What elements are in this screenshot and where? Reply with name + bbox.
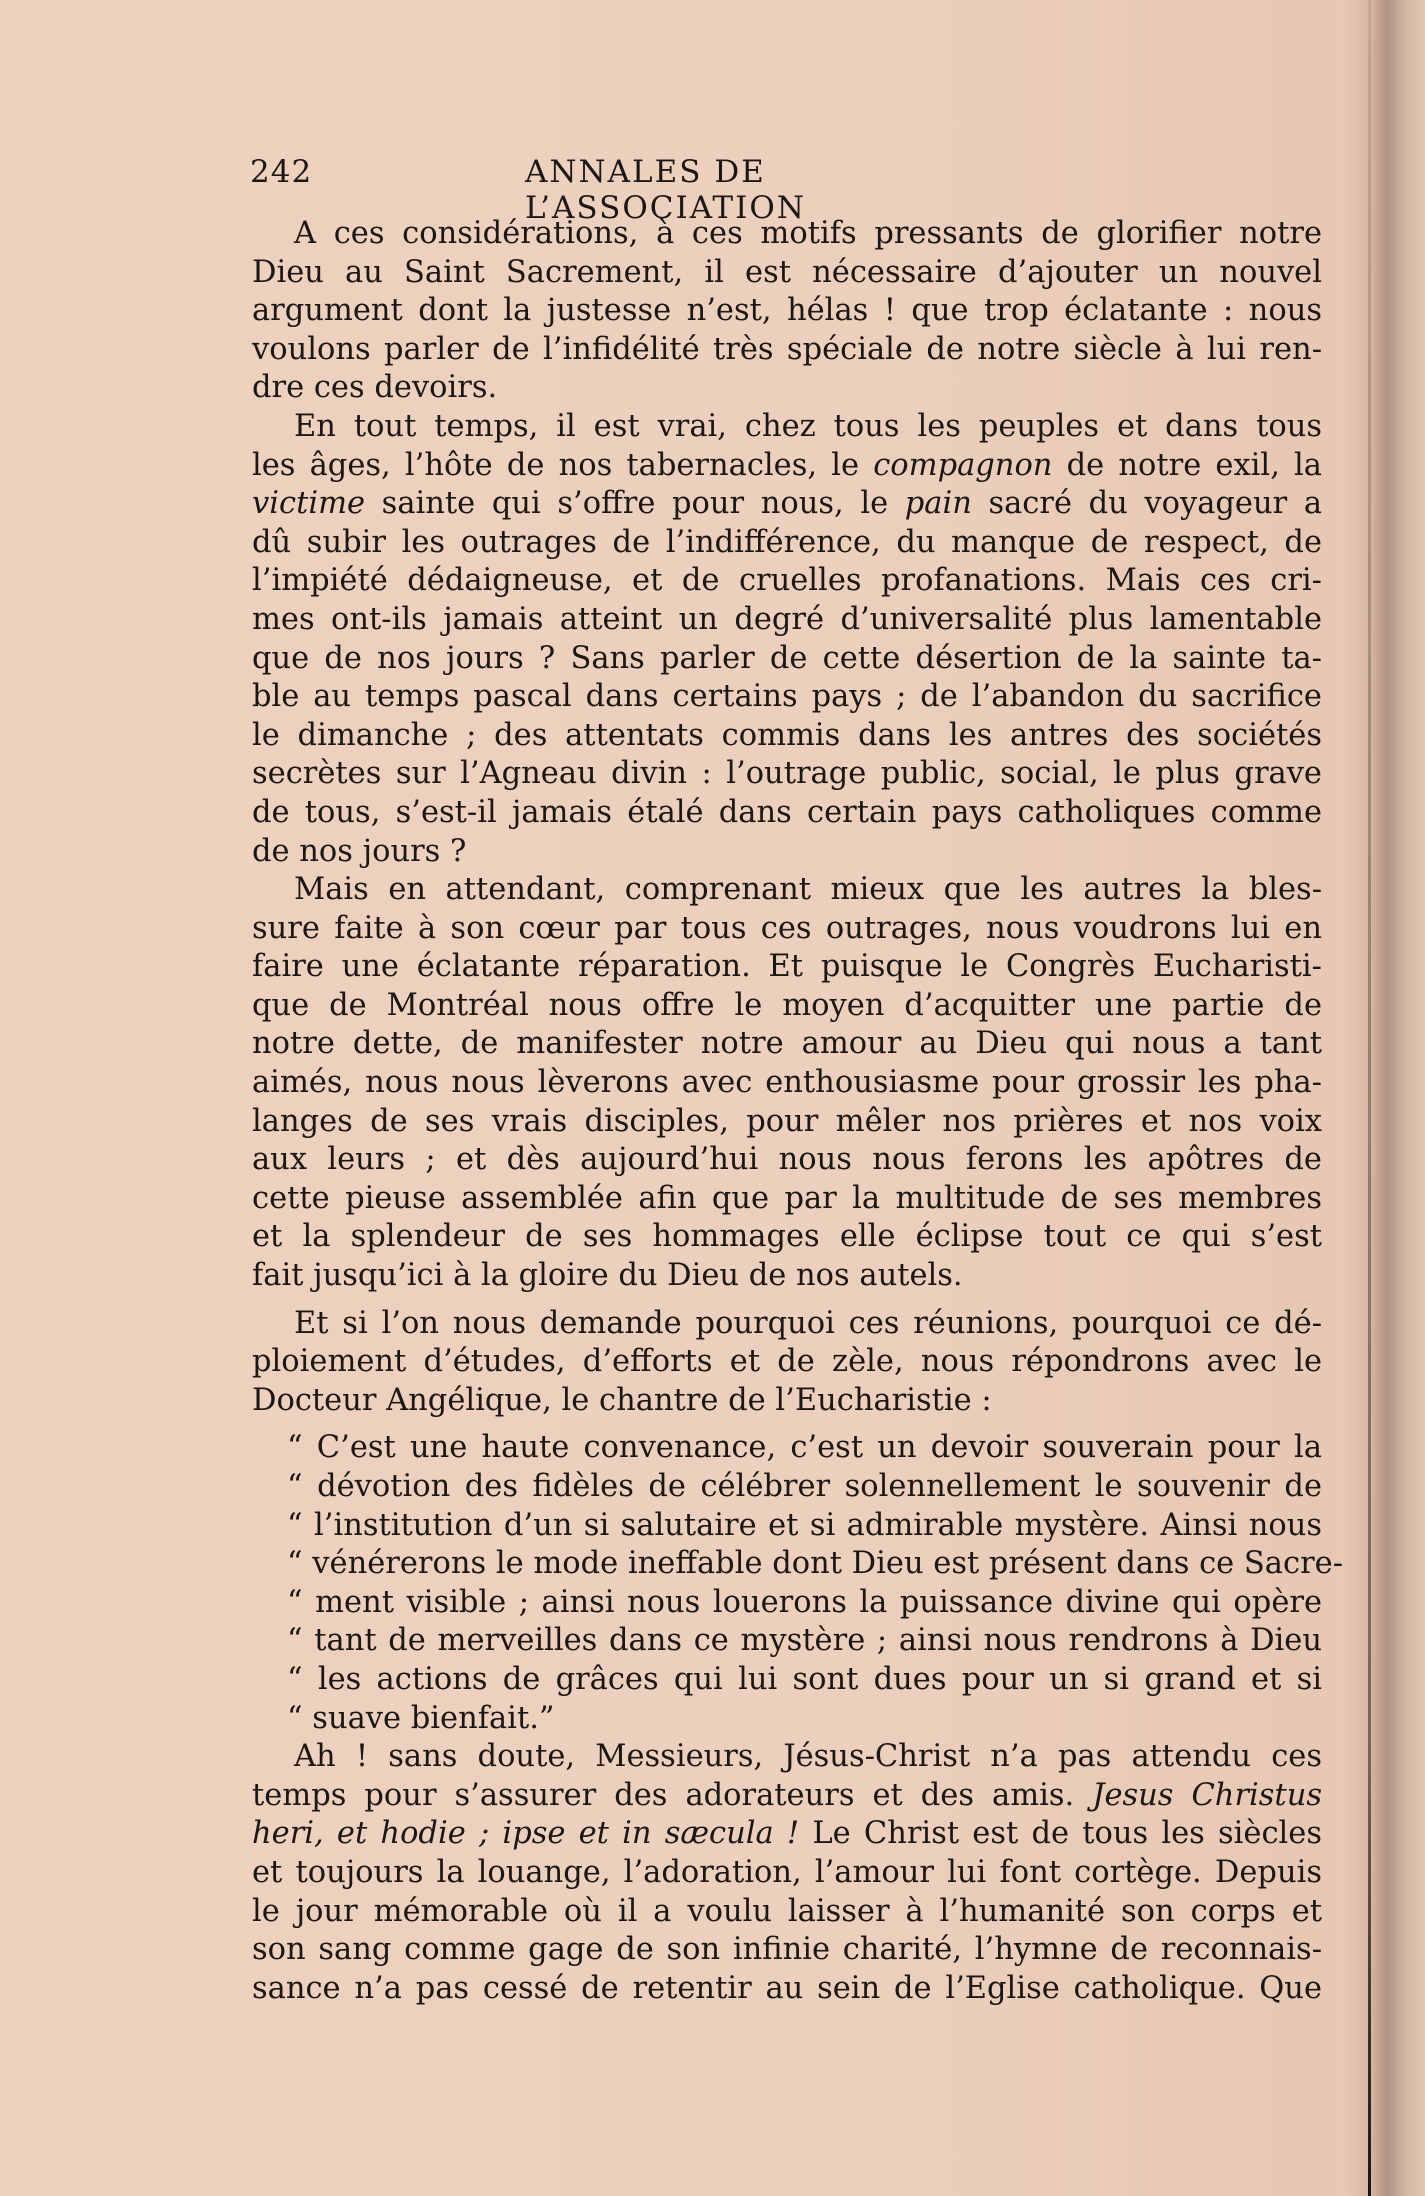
text-line: dre ces devoirs. (252, 370, 498, 406)
text-line: fait jusqu’ici à la gloire du Dieu de nos autels. (252, 1258, 963, 1294)
text-line: sure faite à son cœur par tous ces outrages, nous voudrons lui en (252, 910, 1322, 946)
text-line: et la splendeur de ses hommages elle éclipse tout ce qui s’est (252, 1219, 1322, 1255)
text-line (252, 1815, 1322, 1854)
text-line: le dimanche ; des attentats commis dans les antres des sociétés (252, 717, 1322, 753)
text-line: sance n’a pas cessé de retentir au sein de l’Eglise catholique. Que (252, 1970, 1322, 2006)
text-line: aux leurs ; et dès aujourd’hui nous nous ferons les apôtres de (252, 1142, 1322, 1178)
text-run: les âges, l’hôte de nos tabernacles, le (252, 447, 874, 483)
text-line: En tout temps, il est vrai, chez tous les peuples et dans tous (294, 408, 1322, 444)
paragraph-1 (252, 215, 1322, 408)
page-number: 242 (250, 154, 313, 190)
text-line (252, 1777, 1322, 1816)
text-run: sainte qui s’offre pour nous, le (365, 486, 905, 522)
paragraph-4 (252, 1305, 1322, 1421)
quote-line: “ C’est une haute convenance, c’est un devoir souverain pour la (287, 1430, 1322, 1466)
text-line: langes de ses vrais disciples, pour mêler nos prières et nos voix (252, 1103, 1322, 1139)
italic-term: Jesus Christus (1092, 1777, 1322, 1813)
paragraph-gap (252, 1420, 1322, 1429)
text-line: de nos jours ? (252, 833, 467, 869)
text-line: son sang comme gage de son infinie charité, l’hymne de reconnais- (252, 1932, 1322, 1968)
running-title: ANNALES DE L’ASSOCIATION (525, 154, 806, 226)
text-line: faire une éclatante réparation. Et puisque le Congrès Eucharisti- (252, 949, 1322, 985)
quote-line: “ tant de merveilles dans ce mystère ; ainsi nous rendrons à Dieu (287, 1623, 1322, 1659)
quote-line: “ ment visible ; ainsi nous louerons la puissance divine qui opère (287, 1584, 1322, 1620)
text-line: Docteur Angélique, le chantre de l’Eucharistie : (252, 1382, 992, 1418)
text-run: temps pour s’assurer des adorateurs et des amis. (252, 1777, 1093, 1813)
text-line: argument dont la justesse n’est, hélas ! que trop éclatante : nous (252, 293, 1322, 329)
text-run: de notre exil, la (1052, 447, 1322, 483)
page-body (252, 215, 1344, 2008)
text-line: A ces considérations, à ces motifs pressants de glorifier notre (294, 216, 1322, 251)
text-line: que de nos jours ? Sans parler de cette désertion de la sainte ta- (252, 640, 1322, 676)
text-line: cette pieuse assemblée afin que par la multitude de ses membres (252, 1180, 1322, 1216)
text-line: dû subir les outrages de l’indifférence, du manque de respect, de (252, 524, 1322, 560)
text-run: sacré du voyageur a (971, 486, 1322, 522)
text-run: Le Christ est de tous les siècles (799, 1816, 1322, 1852)
italic-term: pain (904, 486, 972, 522)
quote-line: “ suave bienfait.” (287, 1700, 555, 1736)
text-line: Et si l’on nous demande pourquoi ces réunions, pourquoi ce dé- (294, 1305, 1322, 1341)
text-line: Dieu au Saint Sacrement, il est nécessaire d’ajouter un nouvel (252, 254, 1322, 290)
italic-term: heri, et hodie ; ipse et in sæcula ! (252, 1816, 800, 1852)
quote-line: “ dévotion des fidèles de célébrer solennellement le souvenir de (287, 1469, 1322, 1504)
text-line: et toujours la louange, l’adoration, l’amour lui font cortège. Depuis (252, 1854, 1322, 1890)
text-line (252, 485, 1322, 524)
paragraph-2 (252, 408, 1322, 871)
text-line: Mais en attendant, comprenant mieux que les autres la bles- (294, 872, 1322, 908)
text-line: mes ont-ils jamais atteint un degré d’universalité plus lamentable (252, 601, 1322, 637)
quote-line: “ les actions de grâces qui lui sont dues pour un si grand et si (287, 1661, 1322, 1697)
paragraph-5 (252, 1738, 1322, 2008)
text-line: que de Montréal nous offre le moyen d’acquitter une partie de (252, 987, 1322, 1023)
text-line: notre dette, de manifester notre amour au Dieu qui nous a tant (252, 1026, 1322, 1062)
text-line: de tous, s’est-il jamais étalé dans certain pays catholiques comme (252, 794, 1322, 830)
text-line: Ah ! sans doute, Messieurs, Jésus-Christ n’a pas attendu ces (294, 1739, 1322, 1775)
text-line: le jour mémorable où il a voulu laisser à l’humanité son corps et (252, 1893, 1322, 1929)
text-line: ploiement d’études, d’efforts et de zèle, nous répondrons avec le (252, 1344, 1322, 1380)
italic-term: compagnon (873, 447, 1053, 483)
text-line: voulons parler de l’infidélité très spéciale de notre siècle à lui ren- (252, 331, 1322, 367)
text-line: secrètes sur l’Agneau divin : l’outrage public, social, le plus grave (252, 756, 1322, 792)
text-line: l’impiété dédaigneuse, et de cruelles profanations. Mais ces cri- (252, 563, 1322, 599)
block-quote (252, 1429, 1344, 1738)
text-line: aimés, nous nous lèverons avec enthousiasme pour grossir les pha- (252, 1065, 1322, 1101)
paragraph-gap (252, 1296, 1322, 1305)
italic-term: victime (252, 486, 366, 522)
running-header (250, 154, 1050, 226)
text-line (252, 447, 1322, 486)
quote-line: “ l’institution d’un si salutaire et si admirable mystère. Ainsi nous (287, 1507, 1322, 1543)
quote-line: “ vénérerons le mode ineffable dont Dieu est présent dans ce Sacre- (287, 1546, 1344, 1582)
paragraph-3 (252, 871, 1322, 1296)
text-line: ble au temps pascal dans certains pays ; de l’abandon du sacrifice (252, 679, 1322, 715)
book-gutter (1340, 0, 1425, 2196)
